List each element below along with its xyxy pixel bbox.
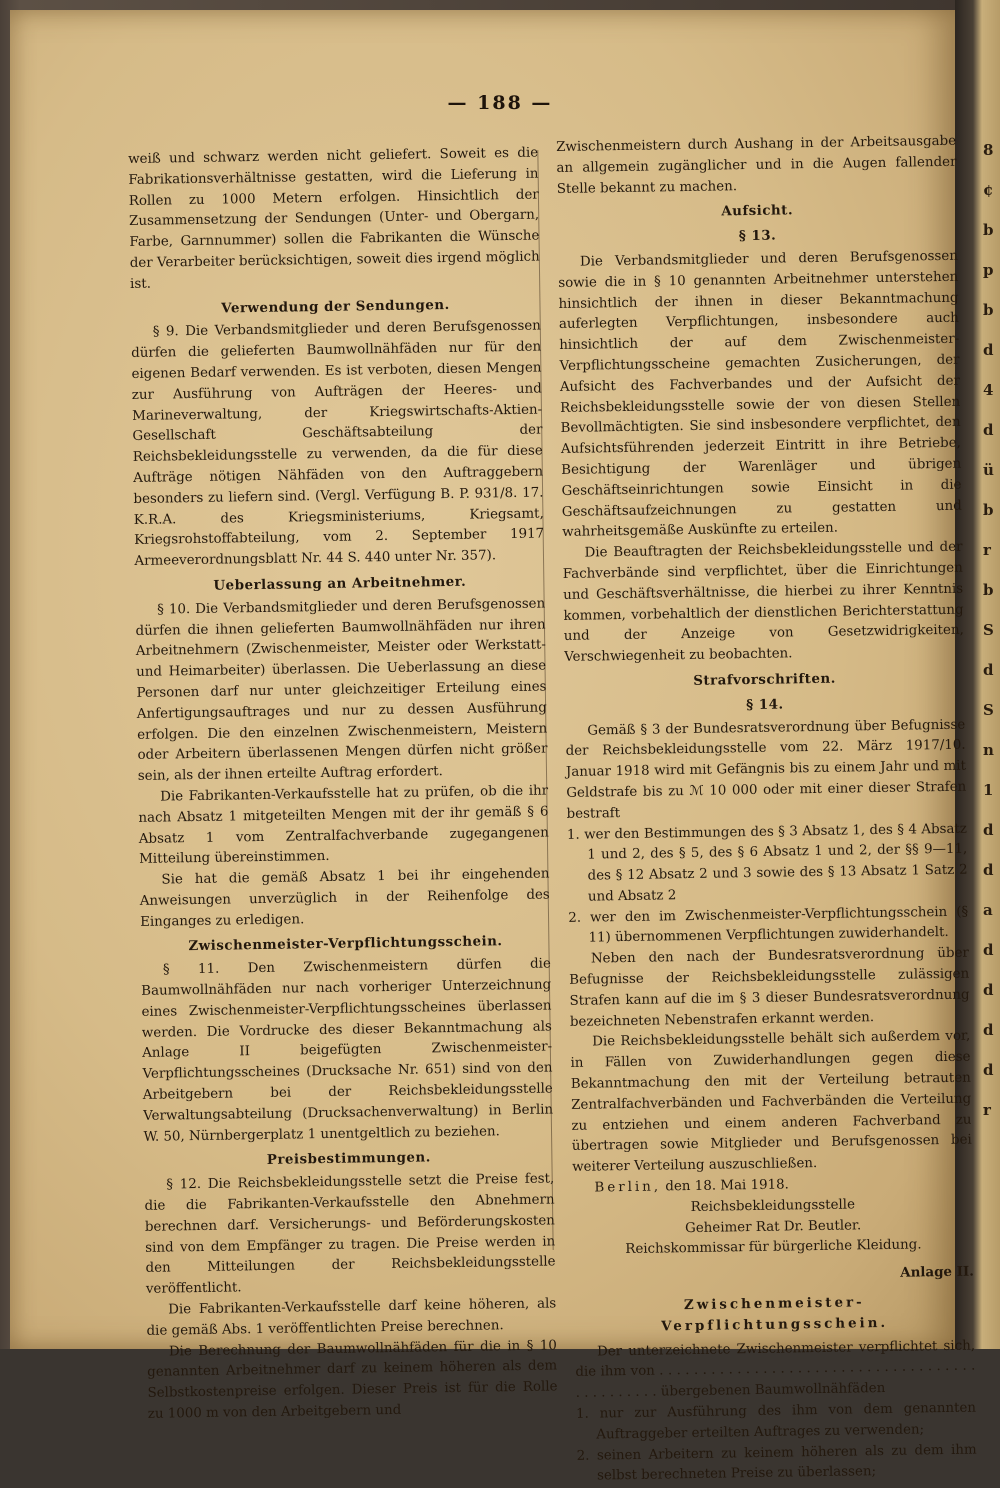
paragraph-form: Der unterzeichnete Zwischenmeister verpflichtet sich, die ihm von . . . . . . . . . . . . . . . . . . . . . . . . . . . . . . . . . . . . . . . . . . . . . . . übergebenen Baumwollnähfäden [575,1338,976,1402]
paragraph-s12b: Die Fabrikanten-Verkaufsstelle darf keine höheren, als die gemäß Abs. 1 veröffentlichten Preise berechnen. [146,1296,557,1339]
adjacent-page-letter: d [983,341,994,359]
adjacent-page-letter: a [983,901,993,919]
place-city: Berlin, [594,1179,662,1196]
paragraph-s12c: Die Berechnung der Baumwollnähfäden für die in § 10 genannten Arbeitnehmer darf zu keinem höheren als dem Selbstkostenpreise erfolgen. Dieser Preis ist für die Rolle zu 1000 m von den Arbeitgebern und [147,1338,558,1422]
heading-s14: § 14. [746,696,784,713]
paragraph-s13b: Die Beauftragten der Reichsbekleidungsstelle und der Fachverbände sind verpflichtet, über die Einrichtungen und Geschäftsverhältnisse, die hierbei zu ihrer Kenntnis kommen, vorbehaltlich der dienstlichen Berichterstattung und der Anzeige von Gesetzwidrigkeiten, Verschwiegenheit zu beobachten. [562,539,964,666]
list-item: 2. seinen Arbeitern zu keinem höheren als zu dem ihm selbst berechneten Preise zu überlassen; [576,1442,977,1484]
adjacent-page-letters [983,130,1000,1130]
signature-organization: Reichsbekleidungsstelle [690,1197,856,1215]
signature-name: Geheimer Rat Dr. Beutler. [684,1217,862,1236]
adjacent-page-letter: b [983,501,994,519]
adjacent-page-letter: b [983,221,994,239]
heading-preisbestimmungen: Preisbestimmungen. [266,1149,432,1169]
adjacent-page-letter: ü [983,461,994,479]
paragraph-s9: § 9. Die Verbandsmitglieder und deren Berufsgenossen dürfen die gelieferten Baumwollnähfäden nur für den eigenen Bedarf verwenden. Es ist verboten, diesen Mengen zur Ausführung von Aufträgen der Heeres- und Marineverwaltung, der Kriegswirtschafts-Aktien-Gesellschaft Geschäftsabteilung der Reichsbekleidungsstelle zu verwenden, da die für diese Aufträge nötigen Nähfäden von den Auftraggebern besonders zu liefern sind. (Vergl. Verfügung B. P. 931/8. 17. K.R.A. des Kriegsministeriums, Kriegsamt, Kriegsrohstoffabteilung, vom 2. September 1917 Armeeverordnungsblatt Nr. 44 S. 440 unter Nr. 357). [131,318,545,570]
adjacent-page-letter: d [983,821,994,839]
penalty-list [567,819,969,950]
heading-verwendung: Verwendung der Sendungen. [221,296,450,317]
adjacent-page-letter: b [983,581,994,599]
heading-form: Zwischenmeister-Verpflichtungsschein. [661,1294,889,1335]
heading-aufsicht: Aufsicht. [721,202,794,220]
heading-s13: § 13. [738,227,777,245]
paragraph-s14c: Die Reichsbekleidungsstelle behält sich außerdem vor, in Fällen von Zuwiderhandlungen gegen diese Bekanntmachung den mit der Verteilung betrauten Zentralfachverbänden und Fachverbänden die Verteilung zu entziehen und einem anderen Fachverband zu übertragen sowie Mitglieder und Berufsgenossen bei weiterer Verteilung auszuschließen. [570,1029,972,1176]
adjacent-page-letter: 1 [983,781,994,799]
paragraph-s10b: Die Fabrikanten-Verkaufsstelle hat zu prüfen, ob die ihr nach Absatz 1 mitgeteilten Mengen mit der ihr gemäß § 6 Absatz 1 vom Zentralfachverbande zugegangenen Mitteilung übereinstimmen. [138,783,549,868]
adjacent-page-letter: d [983,1021,994,1039]
heading-ueberlassung: Ueberlassung an Arbeitnehmer. [213,573,467,594]
paragraph-s14b: Neben den nach der Bundesratsverordnung über Befugnisse der Reichsbekleidungsstelle zulässigen Strafen kann auf die im § 3 dieser Bundesratsverordnung bezeichneten Nebenstrafen erkannt werden. [569,945,970,1030]
list-item: 1. wer den Bestimmungen des § 3 Absatz 1, des § 4 Absatz 1 und 2, des § 5, des § 6 Absatz 1 und 2, der §§ 9—11, des § 12 Absatz 2 und 3 sowie des § 13 Absatz 1 Satz 2 und Absatz 2 [566,821,968,905]
paragraph-s13a: Die Verbandsmitglieder und deren Berufsgenossen sowie die in § 10 genannten Arbeitnehmer unterstehen hinsichtlich der ihnen in dieser Bekanntmachung auferlegten Verpflichtungen, insbesondere auch hinsichtlich der auf dem Zwischenmeister-Verpflichtungsscheine gemachten Zusicherungen, der Aufsicht des Fachverbandes und der Aufsicht der Reichsbekleidungsstelle sowie der von diesen Stellen Bevollmächtigten. Sie sind insbesondere verpflichtet, den Aufsichtsführenden jederzeit Eintritt in ihre Betriebe, Besichtigung der Warenläger und übrigen Geschäftseinrichtungen sowie Einsicht in die Geschäftsaufzeichnungen zu gestatten und wahrheitsgemäße Auskünfte zu erteilen. [558,248,962,541]
adjacent-page-letter: d [983,1061,994,1079]
adjacent-page-letter: r [983,541,991,559]
adjacent-page-letter: n [983,741,994,759]
form-obligation-list [576,1399,977,1488]
list-item: 1. nur zur Ausführung des ihm von dem genannten Auftraggeber erteilten Auftrages zu verwenden; [575,1400,977,1443]
adjacent-page-letter: d [983,981,994,999]
heading-strafvorschriften: Strafvorschriften. [693,670,836,689]
adjacent-page-letter: ¢ [983,181,994,199]
paragraph-s14a: Gemäß § 3 der Bundesratsverordnung über Befugnisse der Reichsbekleidungsstelle vom 22. März 1917/10. Januar 1918 wird mit Gefängnis bis zu einem Jahr und mit Geldstrafe bis zu ℳ 10 000 oder mit einer dieser Strafen bestraft [565,717,967,822]
adjacent-page-letter: p [983,261,994,279]
paragraph-s12a: § 12. Die Reichsbekleidungsstelle setzt die Preise fest, die die Fabrikanten-Verkaufsstelle den Abnehmern berechnen darf. Versicherungs- und Beförderungskosten sind von dem Empfänger zu tragen. Die Preise werden in den Mitteilungen der Reichsbekleidungsstelle veröffentlicht. [144,1171,556,1298]
adjacent-page-letter: d [983,421,994,439]
adjacent-page-letter: 4 [983,381,994,399]
left-column [128,144,558,1426]
paragraph-intro: weiß und schwarz werden nicht geliefert. Soweit es die Fabrikationsverhältnisse gestatten, wird die Lieferung in Rollen zu 1000 Metern erfolgen. Hinsichtlich der Zusammensetzung der Sendungen (Unter- und Obergarn, Farbe, Garnnummer) sollen die Fabrikanten die Wünsche der Verarbeiter berücksichtigen, soweit dies irgend möglich ist. [128,145,540,292]
adjacent-page-letter: b [983,301,994,319]
adjacent-page-letter: d [983,941,994,959]
paragraph-s11: § 11. Den Zwischenmeistern dürfen die Baumwollnähfäden nur nach vorheriger Unterzeichnung eines Zwischenmeister-Verpflichtungsscheines überlassen werden. Die Vordrucke des dieser Bekanntmachung als Anlage II beigefügten Zwischenmeister-Verpflichtungsscheines (Drucksache Nr. 651) sind von den Arbeitgebern bei der Reichsbekleidungsstelle Verwaltungsabteilung (Drucksachenverwaltung) in Berlin W. 50, Nürnbergerplatz 1 unentgeltlich zu beziehen. [141,956,554,1145]
heading-zwischenmeister: Zwischenmeister-Verpflichtungsschein. [188,933,503,955]
page-number: — 188 — [447,92,553,114]
paragraph-continuation: Zwischenmeistern durch Aushang in der Arbeitsausgabe an allgemein zugänglicher und in die Augen fallender Stelle bekannt zu machen. [556,133,957,197]
adjacent-page-letter: S [983,621,994,639]
paragraph-s10c: Sie hat die gemäß Absatz 1 bei ihr eingehenden Anweisungen unverzüglich in der Reihenfolge des Einganges zu erledigen. [139,866,550,930]
adjacent-page-letter: d [983,861,994,879]
annex-label: Anlage II. [900,1263,974,1281]
adjacent-page-letter: r [983,1101,991,1119]
place-date: den 18. Mai 1918. [665,1177,789,1195]
adjacent-page-letter: S [983,701,994,719]
list-item: 2. wer den im Zwischenmeister-Verpflichtungsschein (§ 11) übernommenen Verpflichtungen zuwiderhandelt. [568,904,969,947]
signature-title: Reichskommissar für bürgerliche Kleidung. [625,1237,922,1258]
right-column [556,132,977,1488]
paragraph-s10a: § 10. Die Verbandsmitglieder und deren Berufsgenossen dürfen die ihnen gelieferten Baumwollnähfäden nur ihren Arbeitnehmern (Zwischenmeister, Meister oder Werkstatt- und Heimarbeiter) überlassen. Die Ueberlassung an diese Personen darf nur unter gleichzeitiger Erteilung eines Anfertigungsauftrages und nur zu dessen Ausführung erfolgen. Die den einzelnen Zwischenmeistern, Meistern oder Arbeitern überlassenen Mengen dürfen nicht größer sein, als der ihnen erteilte Auftrag erfordert. [135,596,548,785]
adjacent-page-letter: d [983,661,994,679]
adjacent-page-letter: 8 [983,141,994,159]
